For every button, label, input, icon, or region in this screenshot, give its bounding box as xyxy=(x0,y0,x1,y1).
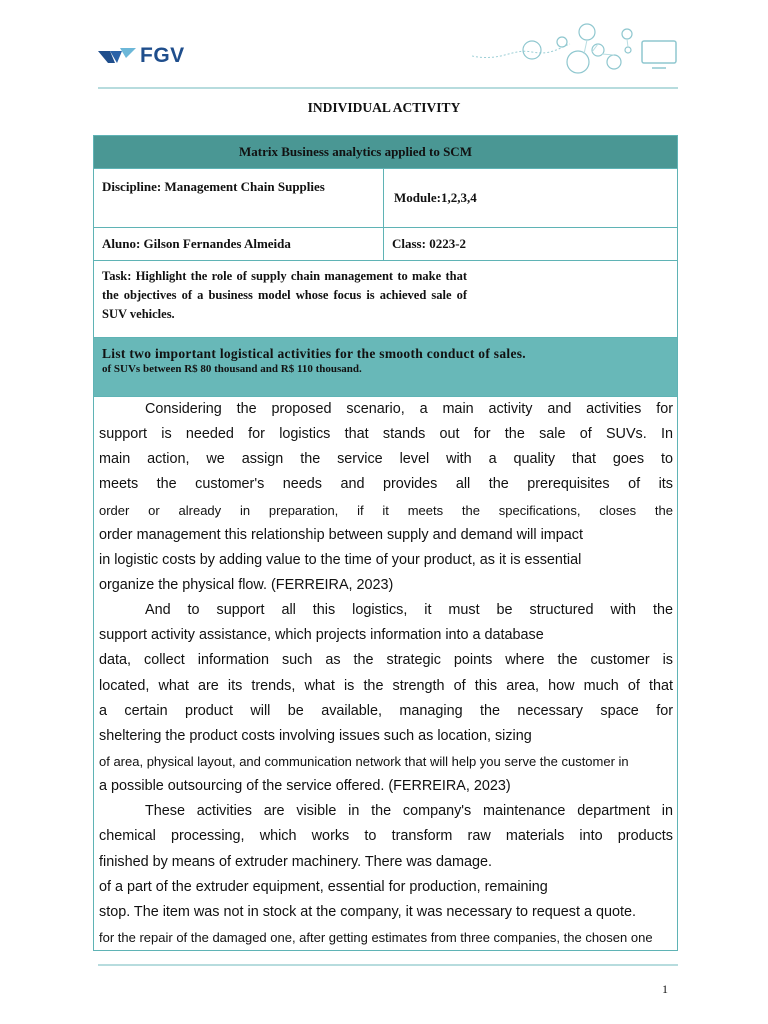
list-header-cell xyxy=(94,338,678,397)
activity-table xyxy=(93,135,678,951)
body-line: stop. The item was not in stock at the company, it was necessary to request a quote. xyxy=(99,903,636,920)
document-title: INDIVIDUAL ACTIVITY xyxy=(307,100,461,115)
body-line: meets the customer's needs and provides all the prerequisites of its xyxy=(99,476,673,493)
body-line: finished by means of extruder machinery. There was damage. xyxy=(99,853,493,870)
class-cell: Class: 0223-2 xyxy=(384,228,678,261)
discipline-cell: Discipline: Management Chain Supplies xyxy=(94,169,384,228)
body-line: data, collect information such as the strategic points where the customer is xyxy=(99,652,673,669)
body-line: a certain product will be available, managing the necessary space for xyxy=(99,702,673,719)
body-line: chemical processing, which works to transform raw materials into products xyxy=(99,828,673,845)
body-line: for the repair of the damaged one, after getting estimates from three companies, the chosen one xyxy=(99,929,653,945)
student-cell: Aluno: Gilson Fernandes Almeida xyxy=(94,228,384,261)
body-line: of area, physical layout, and communication network that will help you serve the customer in xyxy=(99,753,629,769)
body-line: main action, we assign the service level with a quality that goes to xyxy=(99,451,673,468)
body-line: a possible outsourcing of the service offered. (FERREIRA, 2023) xyxy=(99,778,511,795)
body-line: support is needed for logistics that stands out for the sale of SUVs. In xyxy=(99,426,673,443)
body-line: order or already in preparation, if it meets the specifications, closes the xyxy=(99,502,673,518)
body-line: organize the physical flow. (FERREIRA, 2023) xyxy=(99,576,394,593)
body-line: sheltering the product costs involving issues such as location, sizing xyxy=(99,727,532,744)
body-line: These activities are visible in the company's maintenance department in xyxy=(145,803,673,820)
logo-text: FGV xyxy=(140,44,185,67)
body-line: located, what are its trends, what is the strength of this area, how much of that xyxy=(99,677,673,694)
body-line: And to support all this logistics, it must be structured with the xyxy=(145,602,673,619)
body-line: of a part of the extruder equipment, essential for production, remaining xyxy=(99,878,548,895)
body-text-cell xyxy=(94,397,678,951)
fgv-logo-icon xyxy=(98,47,136,65)
body-line: Considering the proposed scenario, a main activity and activities for xyxy=(145,401,673,417)
task-text: Task: Highlight the role of supply chain management to make that the objectives of a business model whose focus is achieved sale of SUV vehicles. xyxy=(102,269,467,321)
body-line: support activity assistance, which projects information into a database xyxy=(99,627,544,644)
module-cell: Module:1,2,3,4 xyxy=(384,169,678,228)
footer-divider xyxy=(98,964,678,966)
list-subtitle: of SUVs between R$ 80 thousand and R$ 110 thousand. xyxy=(102,363,362,375)
header-divider xyxy=(98,87,678,89)
body-line: order management this relationship between supply and demand will impact xyxy=(99,526,583,543)
fgv-logo xyxy=(98,44,185,68)
page-number: 1 xyxy=(662,982,668,996)
network-decoration-icon xyxy=(472,22,682,82)
list-title: List two important logistical activities for the smooth conduct of sales. xyxy=(102,346,526,361)
task-cell xyxy=(94,261,678,338)
body-line: in logistic costs by adding value to the time of your product, as it is essential xyxy=(99,551,582,568)
table-heading: Matrix Business analytics applied to SCM xyxy=(94,136,678,169)
